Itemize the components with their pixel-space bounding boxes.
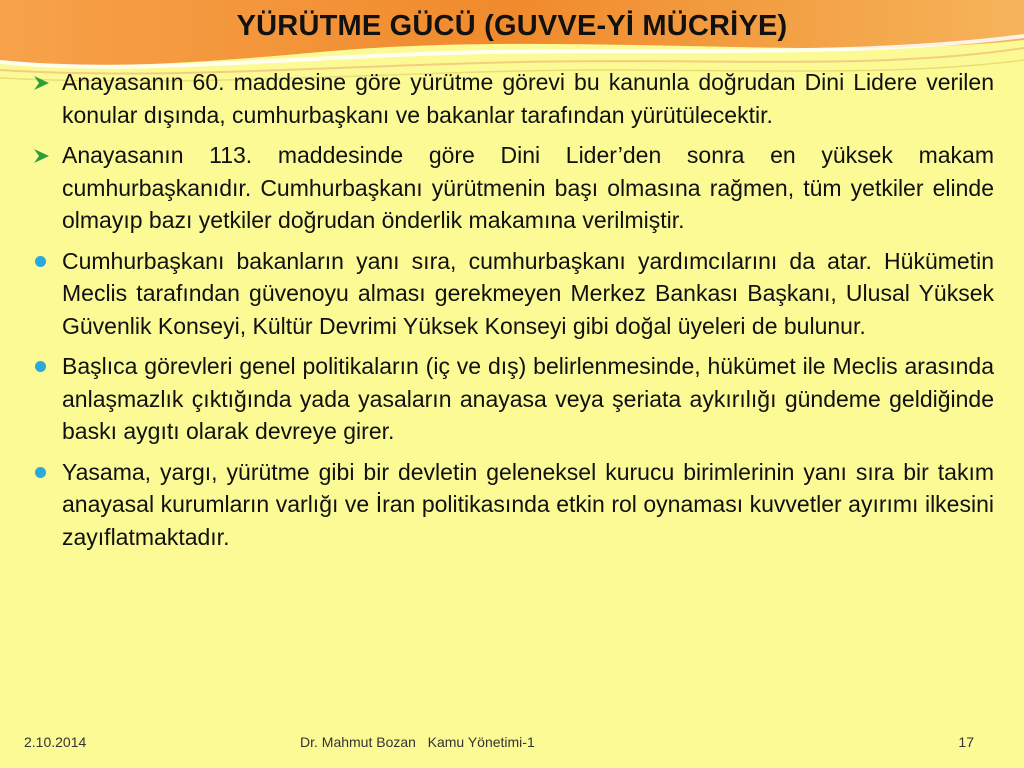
slide-title: YÜRÜTME GÜCÜ (GUVVE-Yİ MÜCRİYE) [236, 10, 788, 42]
dot-bullet-icon [32, 245, 56, 277]
arrow-bullet-icon [32, 66, 56, 98]
arrow-bullet-icon [32, 139, 56, 171]
bullet-list [32, 66, 994, 561]
footer-author-course: Dr. Mahmut Bozan Kamu Yönetimi-1 [300, 734, 535, 750]
list-item [32, 245, 994, 343]
list-item [32, 456, 994, 554]
bullet-text: Yasama, yargı, yürütme gibi bir devletin geleneksel kurucu birimlerinin yanı sıra bir takım anayasal kurumların varlığı ve İran politikasında etkin rol oynaması kuvvetler ayırımı ilkesini zayıflatmaktadır. [62, 458, 994, 550]
bullet-text: Anayasanın 113. maddesinde göre Dini Lider’den sonra en yüksek makam cumhurbaşkanıdır. Cumhurbaşkanı yürütmenin başı olmasına rağmen, tüm yetkiler elinde olmayıp bazı yetkiler doğrudan önderlik makamına verilmiştir. [62, 142, 994, 233]
dot-bullet-icon [32, 350, 56, 382]
dot-bullet-icon [32, 456, 56, 488]
list-item [32, 66, 994, 131]
bullet-text: Başlıca görevleri genel politikaların (iç ve dış) belirlenmesinde, hükümet ile Meclis arasında anlaşmazlık çıktığında yada yasaların anayasa veya şeriata aykırılığı gündeme geldiğinde baskı aygıtı olarak devreye girer. [62, 353, 994, 444]
footer-date: 2.10.2014 [24, 734, 87, 750]
slide-number: 17 [958, 734, 974, 750]
list-item [32, 139, 994, 237]
bullet-text: Anayasanın 60. maddesine göre yürütme görevi bu kanunla doğrudan Dini Lidere verilen konular dışında, cumhurbaşkanı ve bakanlar tarafından yürütülecektir. [62, 69, 994, 128]
bullet-text: Cumhurbaşkanı bakanların yanı sıra, cumhurbaşkanı yardımcılarını da atar. Hükümetin Meclis tarafından güvenoyu alması gerekmeyen Merkez Bankası Başkanı, Ulusal Yüksek Güvenlik Konseyi, Kültür Devrimi Yüksek Konseyi gibi doğal üyeleri de bulunur. [62, 247, 994, 339]
list-item [32, 350, 994, 448]
